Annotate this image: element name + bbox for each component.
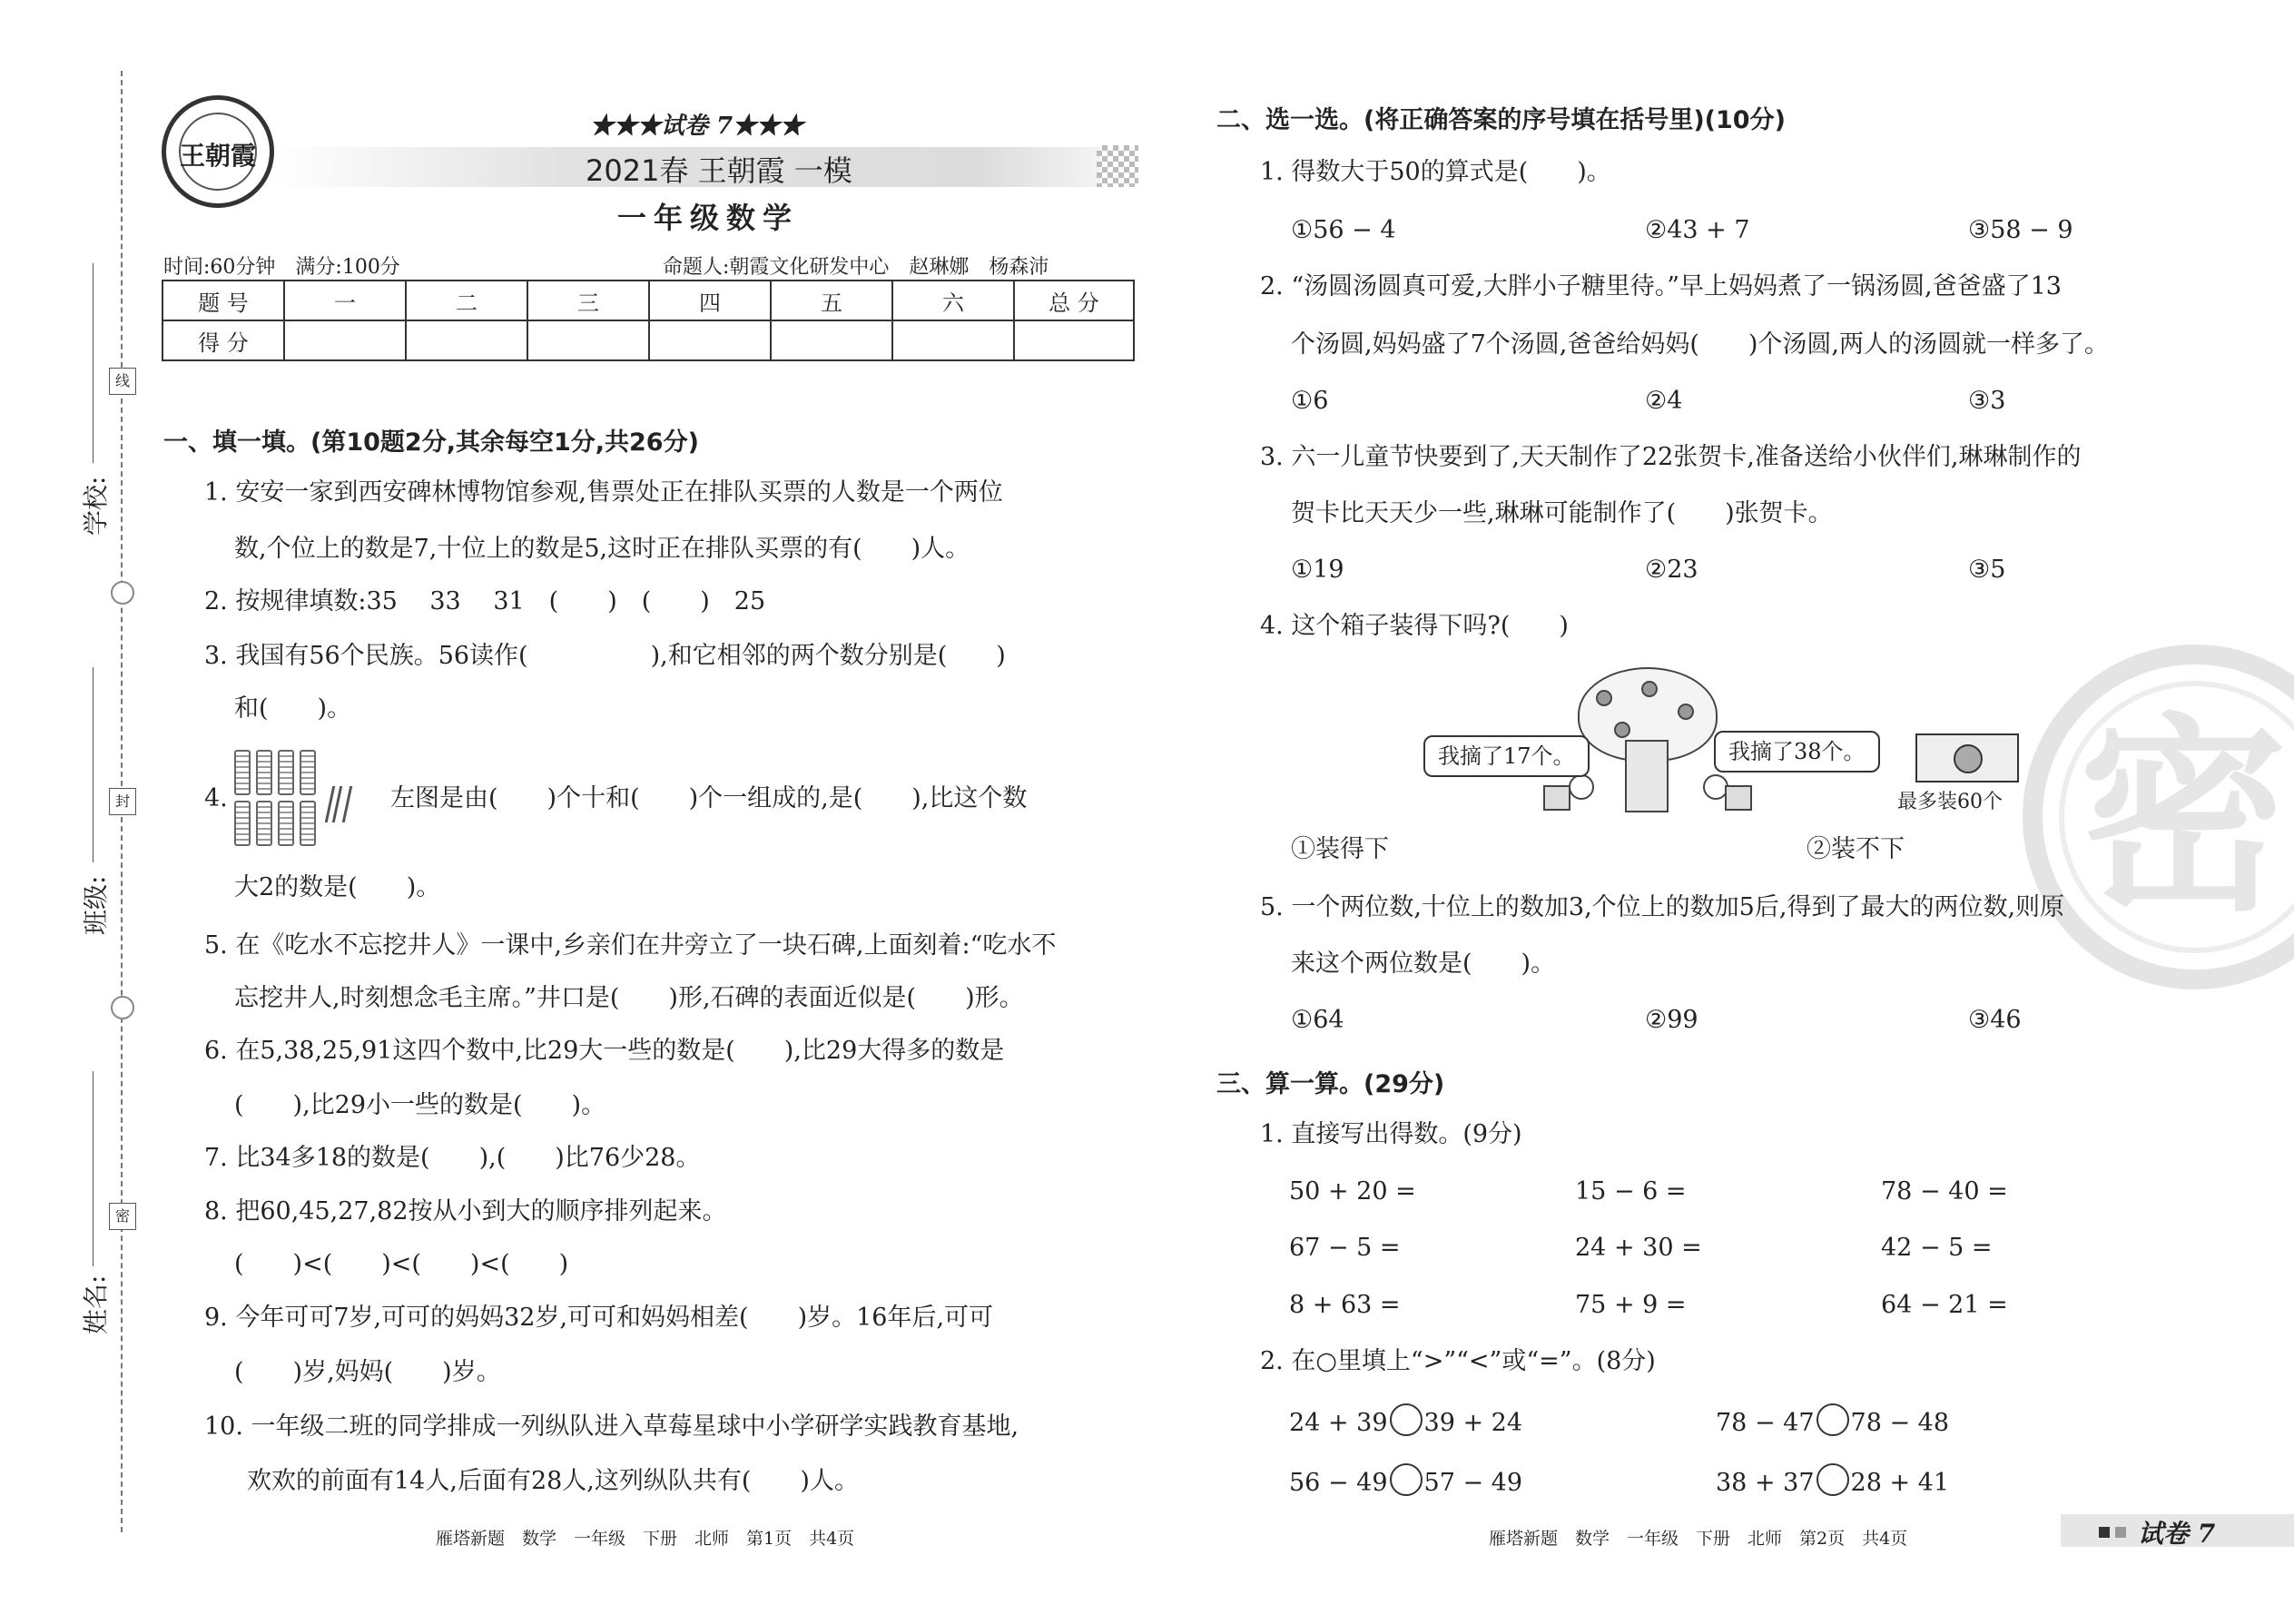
school-fill-line	[93, 263, 94, 463]
s2-q1-option-a: ①56 − 4	[1291, 216, 1396, 244]
swirl-ornament-icon	[111, 996, 134, 1019]
q10-line1: 10. 一年级二班的同学排成一列纵队进入草莓星球中小学研学实践教育基地,	[204, 1412, 1019, 1441]
score-header-cell: 五	[771, 281, 892, 320]
s2-q2-option-b: ②4	[1645, 387, 1683, 415]
s2-q3-option-a: ①19	[1291, 556, 1344, 584]
score-table-score-row	[162, 320, 1134, 360]
speech-bubble-right: 我摘了38个。	[1714, 731, 1880, 773]
s2-q3-line2: 贺卡比天天少一些,琳琳可能制作了( )张贺卡。	[1291, 499, 1833, 527]
s2-q2-line2: 个汤圆,妈妈盛了7个汤圆,爸爸给妈妈( )个汤圆,两人的汤圆就一样多了。	[1291, 330, 2109, 359]
score-header-cell: 题 号	[162, 281, 284, 320]
section2-title: 二、选一选。(将正确答案的序号填在括号里)(10分)	[1216, 106, 1786, 134]
calc-item: 64 − 21 =	[1881, 1291, 2008, 1319]
banner-checker-decoration	[1097, 145, 1138, 187]
binding-mark-mi: 密	[109, 1203, 136, 1230]
s2-q3-option-c: ③5	[1968, 556, 2006, 584]
compare-left: 38 + 37	[1716, 1469, 1815, 1497]
q10-line2: 欢欢的前面有14人,后面有28人,这列纵队共有( )人。	[247, 1467, 859, 1495]
q2-text: 2. 按规律填数:35 33 31 ( ) ( ) 25	[204, 587, 766, 615]
q4-number: 4.	[204, 784, 228, 812]
s2-q5-line2: 来这个两位数是( )。	[1291, 950, 1556, 978]
q5-line1: 5. 在《吃水不忘挖井人》一课中,乡亲们在井旁立了一块石碑,上面刻着:“吃水不	[204, 931, 1057, 960]
q3-line1: 3. 我国有56个民族。56读作( ),和它相邻的两个数分别是( )	[204, 642, 1006, 670]
compare-right: 78 − 48	[1850, 1409, 1950, 1437]
score-cell[interactable]	[284, 320, 406, 360]
brand-logo-text: 王朝霞	[179, 141, 256, 171]
exam-title: 2021春 王朝霞 一模	[586, 153, 852, 188]
apple-tree-illustration	[1569, 667, 1723, 812]
paper-tab-label: 试卷 7	[2138, 1519, 2216, 1549]
compare-item	[1716, 1463, 1949, 1500]
compare-right: 57 − 49	[1423, 1469, 1523, 1497]
score-header-cell: 一	[284, 281, 406, 320]
score-cell[interactable]	[1014, 320, 1134, 360]
score-header-cell: 三	[527, 281, 649, 320]
compare-right: 28 + 41	[1850, 1469, 1950, 1497]
section1-title: 一、填一填。(第10题2分,其余每空1分,共26分)	[163, 428, 699, 457]
calc-item: 50 + 20 =	[1289, 1177, 1416, 1206]
s2-q5-option-a: ①64	[1291, 1006, 1344, 1034]
score-header-cell: 六	[892, 281, 1014, 320]
class-label: 班级:	[81, 875, 111, 935]
tab-square-icon	[2099, 1527, 2110, 1538]
q4-line2: 大2的数是( )。	[234, 873, 441, 901]
compare-circle[interactable]	[1816, 1463, 1849, 1496]
s2-q2-option-a: ①6	[1291, 387, 1329, 415]
q8-line1: 8. 把60,45,27,82按从小到大的顺序排列起来。	[204, 1197, 727, 1225]
score-header-cell: 二	[406, 281, 527, 320]
tab-square-icon	[2115, 1527, 2126, 1538]
s2-q2-option-c: ③3	[1968, 387, 2006, 415]
compare-item	[1289, 1463, 1522, 1500]
class-fill-line	[93, 667, 94, 862]
calc-item: 42 − 5 =	[1881, 1234, 1993, 1262]
s2-q1-option-c: ③58 − 9	[1968, 216, 2073, 244]
q9-line1: 9. 今年可可7岁,可可的妈妈32岁,可可和妈妈相差( )岁。16年后,可可	[204, 1304, 994, 1332]
score-row-label: 得 分	[162, 320, 284, 360]
box-capacity-label: 最多装60个	[1897, 791, 2003, 813]
school-label: 学校:	[81, 476, 111, 536]
calc-item: 75 + 9 =	[1575, 1291, 1687, 1319]
name-label: 姓名:	[81, 1275, 111, 1334]
s2-q1-option-b: ②43 + 7	[1645, 216, 1750, 244]
s2-q5-option-b: ②99	[1645, 1006, 1698, 1034]
name-fill-line	[93, 1071, 94, 1266]
q4-line1: 左图是由( )个十和( )个一组成的,是( ),比这个数	[390, 784, 1028, 812]
q6-line2: ( ),比29小一些的数是( )。	[234, 1091, 606, 1119]
q8-line2: ( )<( )<( )<( )	[234, 1250, 569, 1278]
score-cell[interactable]	[649, 320, 771, 360]
s2-q3-option-b: ②23	[1645, 556, 1698, 584]
score-table-header-row	[162, 281, 1134, 320]
compare-left: 78 − 47	[1716, 1409, 1815, 1437]
score-table	[162, 280, 1135, 361]
apple-icon	[1954, 744, 1983, 773]
calc-item: 8 + 63 =	[1289, 1291, 1401, 1319]
calc-item: 15 − 6 =	[1575, 1177, 1687, 1206]
compare-left: 56 − 49	[1289, 1469, 1388, 1497]
compare-right: 39 + 24	[1423, 1409, 1523, 1437]
s3-q2-text: 2. 在○里填上“>”“<”或“=”。(8分)	[1260, 1347, 1656, 1375]
compare-left: 24 + 39	[1289, 1409, 1388, 1437]
q9-line2: ( )岁,妈妈( )岁。	[234, 1358, 501, 1386]
s2-q4-text: 4. 这个箱子装得下吗?( )	[1260, 612, 1569, 640]
q6-line1: 6. 在5,38,25,91这四个数中,比29大一些的数是( ),比29大得多的数是	[204, 1037, 1005, 1065]
s2-q1-text: 1. 得数大于50的算式是( )。	[1260, 158, 1611, 186]
calc-item: 78 − 40 =	[1881, 1177, 2008, 1206]
footer-left: 雁塔新题 数学 一年级 下册 北师 第1页 共4页	[436, 1529, 855, 1549]
score-cell[interactable]	[771, 320, 892, 360]
compare-item	[1289, 1403, 1522, 1440]
score-cell[interactable]	[892, 320, 1014, 360]
time-and-score: 时间:60分钟 满分:100分	[163, 256, 400, 279]
q3-line2: 和( )。	[234, 694, 352, 723]
secret-stamp-glyph: 密	[2079, 694, 2289, 940]
compare-circle[interactable]	[1816, 1403, 1849, 1436]
s2-q3-line1: 3. 六一儿童节快要到了,天天制作了22张贺卡,准备送给小伙伴们,琳琳制作的	[1260, 443, 2082, 471]
s2-q2-line1: 2. “汤圆汤圆真可爱,大胖小子糖里待。”早上妈妈煮了一锅汤圆,爸爸盛了13	[1260, 272, 2062, 300]
compare-item	[1716, 1403, 1949, 1440]
s2-q5-option-c: ③46	[1968, 1006, 2022, 1034]
paper-series: ★★★试卷 7★★★	[590, 113, 804, 140]
compare-circle[interactable]	[1390, 1403, 1423, 1436]
binding-mark-feng: 封	[109, 788, 136, 815]
score-cell[interactable]	[406, 320, 527, 360]
counting-rods-figure	[234, 750, 389, 851]
footer-right: 雁塔新题 数学 一年级 下册 北师 第2页 共4页	[1489, 1529, 1908, 1549]
s2-q4-option-a: ①装得下	[1291, 835, 1389, 863]
box-illustration	[1915, 733, 2019, 782]
binding-mark-xian: 线	[109, 368, 136, 395]
calc-item: 24 + 30 =	[1575, 1234, 1702, 1262]
speech-bubble-left: 我摘了17个。	[1423, 735, 1590, 777]
compare-circle[interactable]	[1390, 1463, 1423, 1496]
s3-q1-text: 1. 直接写出得数。(9分)	[1260, 1120, 1522, 1148]
swirl-ornament-icon	[111, 581, 134, 605]
q5-line2: 忘挖井人,时刻想念毛主席。”井口是( )形,石碑的表面近似是( )形。	[234, 984, 1024, 1012]
q1-line2: 数,个位上的数是7,十位上的数是5,这时正在排队买票的有( )人。	[234, 535, 970, 563]
s2-q5-line1: 5. 一个两位数,十位上的数加3,个位上的数加5后,得到了最大的两位数,则原	[1260, 893, 2065, 921]
subject-title: 一年级数学	[617, 201, 800, 235]
authors: 命题人:朝霞文化研发中心 赵琳娜 杨森沛	[663, 256, 1049, 279]
calc-item: 67 − 5 =	[1289, 1234, 1401, 1262]
q1-line1: 1. 安安一家到西安碑林博物馆参观,售票处正在排队买票的人数是一个两位	[204, 478, 1003, 507]
score-header-cell: 四	[649, 281, 771, 320]
section3-title: 三、算一算。(29分)	[1216, 1070, 1445, 1098]
q7-text: 7. 比34多18的数是( ),( )比76少28。	[204, 1144, 701, 1172]
score-header-cell: 总 分	[1014, 281, 1134, 320]
score-cell[interactable]	[527, 320, 649, 360]
s2-q4-option-b: ②装不下	[1807, 835, 1905, 863]
